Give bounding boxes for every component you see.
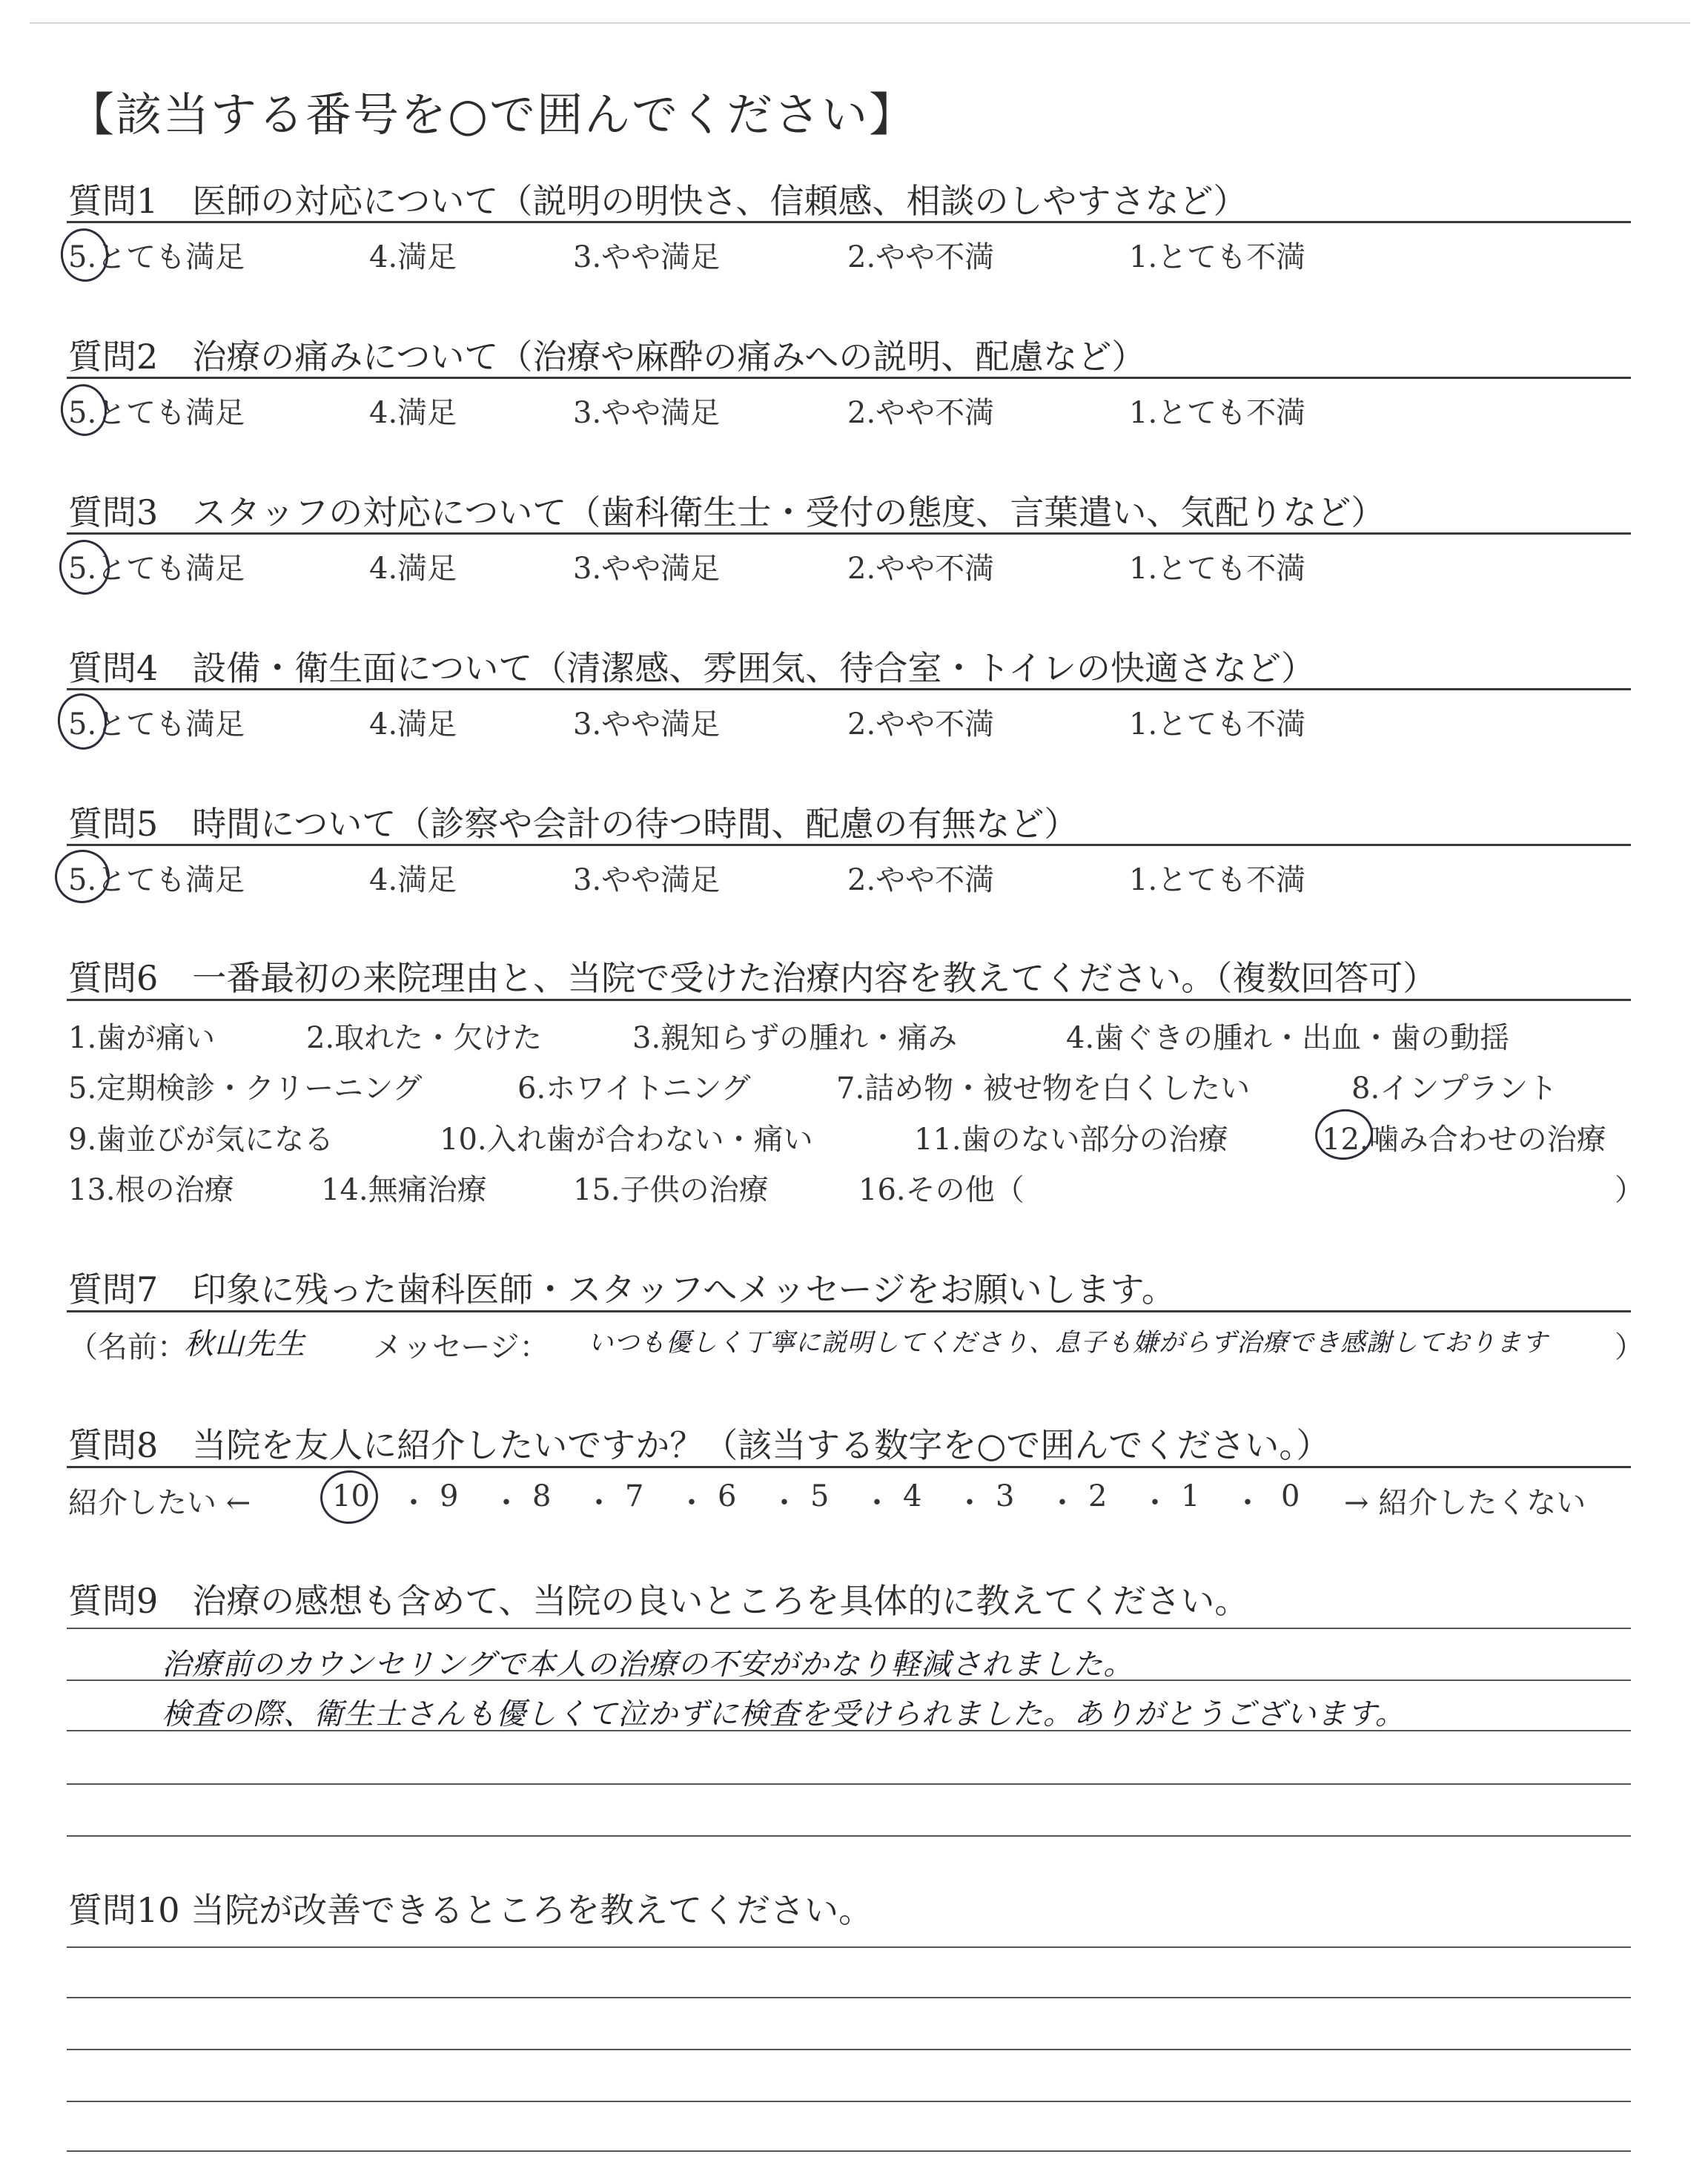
- writing-line: [67, 1730, 1631, 1731]
- option-3[interactable]: 3.やや満足: [573, 863, 721, 897]
- reason-option[interactable]: 7.詰め物・被せ物を白くしたい: [836, 1071, 1251, 1106]
- question-6-rule: [67, 999, 1631, 1001]
- reason-option[interactable]: 15.子供の治療: [573, 1173, 769, 1207]
- reason-option[interactable]: 16.その他（: [858, 1173, 1025, 1207]
- reason-option[interactable]: 14.無痛治療: [321, 1173, 487, 1207]
- option-2[interactable]: 2.やや不満: [847, 863, 995, 897]
- scale-dot: ・: [862, 1486, 892, 1520]
- scale-dot: ・: [955, 1486, 984, 1520]
- scale-value[interactable]: 1: [1181, 1479, 1200, 1513]
- writing-line: [67, 1997, 1631, 1998]
- question-2-label: 質問2 治療の痛みについて（治療や麻酔の痛みへの説明、配慮など）: [68, 337, 1146, 377]
- reason-option[interactable]: 6.ホワイトニング: [517, 1071, 751, 1106]
- writing-line: [67, 2049, 1631, 2050]
- question-7-rule: [67, 1310, 1631, 1312]
- question-4-rule: [67, 688, 1631, 690]
- answer-circle-q8: [317, 1467, 381, 1527]
- scale-value[interactable]: 5: [810, 1479, 830, 1513]
- scale-value[interactable]: 7: [625, 1479, 644, 1513]
- name-label: （名前：: [68, 1330, 187, 1364]
- option-4[interactable]: 4.満足: [369, 863, 457, 897]
- option-3[interactable]: 3.やや満足: [573, 396, 721, 430]
- question-3-rule: [67, 532, 1631, 535]
- option-5[interactable]: 5.とても満足: [68, 552, 245, 586]
- scale-dot: ・: [677, 1486, 706, 1520]
- scale-value[interactable]: 2: [1088, 1479, 1108, 1513]
- scale-value[interactable]: 8: [532, 1479, 552, 1513]
- question-8-rule: [67, 1466, 1631, 1468]
- name-handwritten[interactable]: 秋山先生: [184, 1327, 305, 1361]
- option-3[interactable]: 3.やや満足: [573, 707, 721, 742]
- question-8-label: 質問8 当院を友人に紹介したいですか？（該当する数字を○で囲んでください。）: [68, 1425, 1331, 1465]
- top-border-line: [30, 22, 1690, 24]
- other-close-paren: ）: [1615, 1173, 1644, 1207]
- question-9-label: 質問9 治療の感想も含めて、当院の良いところを具体的に教えてください。: [68, 1581, 1249, 1621]
- scale-dot: ・: [1140, 1486, 1170, 1520]
- question-4-label: 質問4 設備・衛生面について（清潔感、雰囲気、待合室・トイレの快適さなど）: [68, 648, 1316, 688]
- question-7-label: 質問7 印象に残った歯科医師・スタッフへメッセージをお願いします。: [68, 1269, 1176, 1309]
- question-1-label: 質問1 医師の対応について（説明の明快さ、信頼感、相談のしやすさなど）: [68, 181, 1248, 221]
- instruction-title: 【該当する番号を○で囲んでください】: [68, 87, 917, 142]
- scale-dot: ・: [491, 1486, 521, 1520]
- writing-line: [67, 1946, 1631, 1948]
- reason-option[interactable]: 12.噛み合わせの治療: [1322, 1123, 1606, 1157]
- option-2[interactable]: 2.やや不満: [847, 240, 995, 274]
- reason-option[interactable]: 5.定期検診・クリーニング: [68, 1071, 423, 1106]
- reason-option[interactable]: 1.歯が痛い: [68, 1021, 216, 1055]
- reason-option[interactable]: 10.入れ歯が合わない・痛い: [440, 1123, 813, 1157]
- question-6-label: 質問6 一番最初の来院理由と、当院で受けた治療内容を教えてください。（複数回答可）: [68, 958, 1437, 998]
- scale-value[interactable]: 9: [440, 1479, 459, 1513]
- writing-line: [67, 2101, 1631, 2102]
- writing-line: [67, 1680, 1631, 1681]
- reason-option[interactable]: 11.歯のない部分の治療: [914, 1123, 1228, 1157]
- option-5[interactable]: 5.とても満足: [68, 707, 245, 742]
- option-5[interactable]: 5.とても満足: [68, 396, 245, 430]
- scale-dot: ・: [769, 1486, 799, 1520]
- question-1-rule: [67, 221, 1631, 223]
- reason-option[interactable]: 9.歯並びが気になる: [68, 1123, 334, 1157]
- option-5[interactable]: 5.とても満足: [68, 240, 245, 274]
- reason-option[interactable]: 2.取れた・欠けた: [306, 1021, 543, 1055]
- option-3[interactable]: 3.やや満足: [573, 240, 721, 274]
- question-5-label: 質問5 時間について（診察や会計の待つ時間、配慮の有無など）: [68, 804, 1079, 844]
- recommend-right-label: → 紹介したくない: [1344, 1486, 1586, 1520]
- reason-option[interactable]: 4.歯ぐきの腫れ・出血・歯の動揺: [1066, 1021, 1510, 1055]
- scale-dot: ・: [584, 1486, 614, 1520]
- scale-value[interactable]: 0: [1281, 1479, 1300, 1513]
- question-5-rule: [67, 844, 1631, 846]
- scale-value[interactable]: 4: [903, 1479, 922, 1513]
- option-4[interactable]: 4.満足: [369, 396, 457, 430]
- option-1[interactable]: 1.とても不満: [1129, 707, 1306, 742]
- reason-option[interactable]: 13.根の治療: [68, 1173, 234, 1207]
- option-2[interactable]: 2.やや不満: [847, 707, 995, 742]
- scale-value[interactable]: 10: [332, 1479, 370, 1513]
- option-4[interactable]: 4.満足: [369, 240, 457, 274]
- option-1[interactable]: 1.とても不満: [1129, 396, 1306, 430]
- option-2[interactable]: 2.やや不満: [847, 396, 995, 430]
- scale-dot: ・: [1233, 1486, 1262, 1520]
- message-handwritten[interactable]: いつも優しく丁寧に説明してくださり、息子も嫌がらず治療でき感謝しております: [588, 1328, 1548, 1358]
- writing-line: [67, 2150, 1631, 2152]
- writing-line: [67, 1628, 1631, 1629]
- option-2[interactable]: 2.やや不満: [847, 552, 995, 586]
- option-1[interactable]: 1.とても不満: [1129, 240, 1306, 274]
- message-close-paren: ）: [1615, 1330, 1644, 1364]
- reason-option[interactable]: 8.インプラント: [1351, 1071, 1558, 1106]
- answer-circle-q4: [54, 690, 110, 753]
- recommend-left-label: 紹介したい ←: [68, 1486, 251, 1520]
- scale-dot: ・: [399, 1486, 428, 1520]
- comment-line-1[interactable]: 治療前のカウンセリングで本人の治療の不安がかなり軽減されました。: [162, 1648, 1134, 1682]
- comment-line-2[interactable]: 検査の際、衛生士さんも優しくて泣かずに検査を受けられました。ありがとうございます。: [162, 1697, 1406, 1731]
- option-1[interactable]: 1.とても不満: [1129, 863, 1306, 897]
- writing-line: [67, 1835, 1631, 1837]
- option-4[interactable]: 4.満足: [369, 707, 457, 742]
- message-label: メッセージ：: [373, 1330, 549, 1364]
- writing-line: [67, 1783, 1631, 1785]
- scale-dot: ・: [1047, 1486, 1077, 1520]
- option-4[interactable]: 4.満足: [369, 552, 457, 586]
- option-1[interactable]: 1.とても不満: [1129, 552, 1306, 586]
- option-3[interactable]: 3.やや満足: [573, 552, 721, 586]
- question-2-rule: [67, 377, 1631, 379]
- scale-value[interactable]: 3: [996, 1479, 1015, 1513]
- reason-option[interactable]: 3.親知らずの腫れ・痛み: [632, 1021, 958, 1055]
- scale-value[interactable]: 6: [718, 1479, 737, 1513]
- question-10-label: 質問10 当院が改善できるところを教えてください。: [68, 1890, 873, 1930]
- question-3-label: 質問3 スタッフの対応について（歯科衛生士・受付の態度、言葉遣い、気配りなど）: [68, 492, 1386, 532]
- option-5[interactable]: 5.とても満足: [68, 863, 245, 897]
